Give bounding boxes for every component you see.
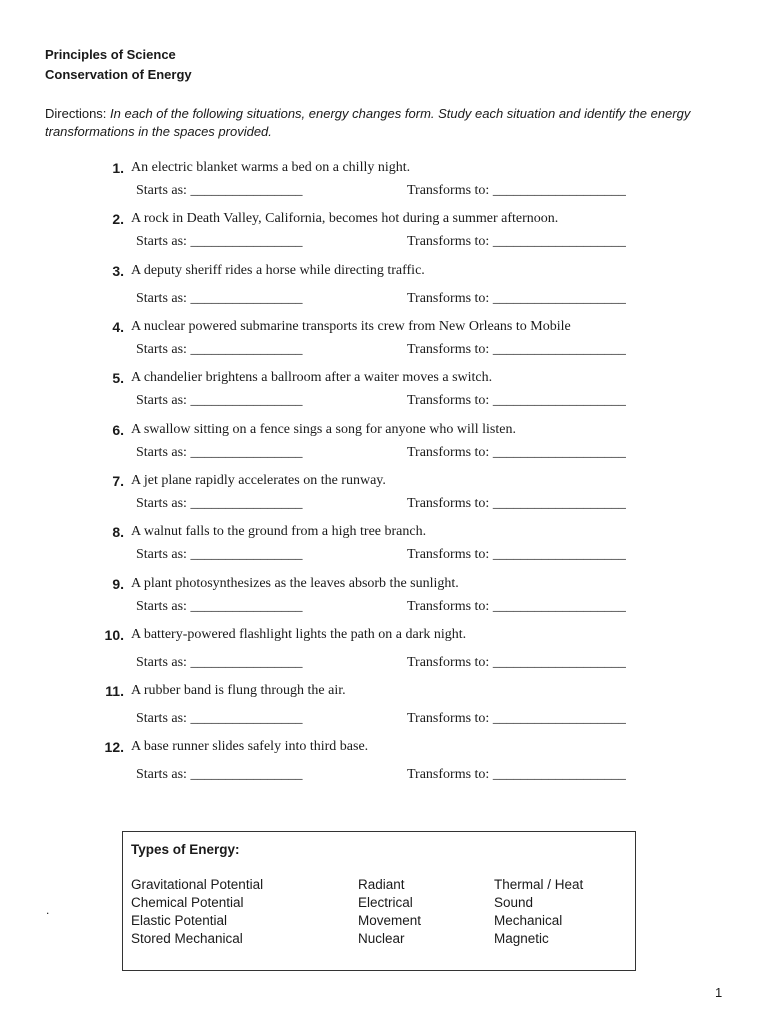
question-text: A swallow sitting on a fence sings a song for anyone who will listen. (131, 422, 516, 437)
starts-as-field[interactable]: Starts as: ________________ (136, 655, 303, 670)
question-number: 10. (104, 627, 124, 643)
energy-type: Chemical Potential (131, 895, 244, 910)
question-text: A jet plane rapidly accelerates on the runway. (131, 473, 386, 488)
transforms-to-field[interactable]: Transforms to: ___________________ (407, 496, 626, 511)
directions (45, 105, 725, 141)
energy-type: Movement (358, 913, 422, 928)
transforms-to-field[interactable]: Transforms to: ___________________ (407, 183, 626, 198)
energy-column-2 (358, 876, 421, 948)
question-number: 3. (112, 263, 124, 279)
energy-type: Sound (494, 895, 534, 910)
energy-type: Magnetic (494, 931, 549, 946)
directions-text: In each of the following situations, energy changes form. Study each situation and identify the energy transformations in the spaces provided. (45, 106, 691, 139)
energy-type: Electrical (358, 895, 413, 910)
question-number: 12. (104, 739, 124, 755)
question-text: A base runner slides safely into third base. (131, 739, 369, 754)
energy-column-1 (131, 876, 263, 948)
question-number: 6. (112, 422, 124, 438)
starts-as-field[interactable]: Starts as: ________________ (136, 445, 303, 460)
starts-as-field[interactable]: Starts as: ________________ (136, 342, 303, 357)
energy-type: Mechanical (494, 913, 563, 928)
question-text: A battery-powered flashlight lights the path on a dark night. (131, 627, 467, 642)
starts-as-field[interactable]: Starts as: ________________ (136, 291, 303, 306)
question-number: 8. (112, 524, 124, 540)
starts-as-field[interactable]: Starts as: ________________ (136, 183, 303, 198)
transforms-to-field[interactable]: Transforms to: ___________________ (407, 234, 626, 249)
energy-type: Elastic Potential (131, 913, 228, 928)
question-number: 5. (112, 370, 124, 386)
starts-as-field[interactable]: Starts as: ________________ (136, 547, 303, 562)
question-text: A chandelier brightens a ballroom after a waiter moves a switch. (131, 370, 493, 385)
course-title: Principles of Science (45, 47, 176, 62)
starts-as-field[interactable]: Starts as: ________________ (136, 234, 303, 249)
starts-as-field[interactable]: Starts as: ________________ (136, 767, 303, 782)
transforms-to-field[interactable]: Transforms to: ___________________ (407, 342, 626, 357)
transforms-to-field[interactable]: Transforms to: ___________________ (407, 393, 626, 408)
question-text: An electric blanket warms a bed on a chilly night. (131, 160, 411, 175)
starts-as-field[interactable]: Starts as: ________________ (136, 711, 303, 726)
question-text: A rubber band is flung through the air. (131, 683, 346, 698)
question-number: 4. (112, 319, 124, 335)
transforms-to-field[interactable]: Transforms to: ___________________ (407, 655, 626, 670)
page-number: 1 (715, 985, 723, 1000)
question-number: 9. (112, 576, 124, 592)
energy-types-title: Types of Energy: (131, 842, 240, 857)
energy-type: Nuclear (358, 931, 405, 946)
starts-as-field[interactable]: Starts as: ________________ (136, 496, 303, 511)
question-text: A plant photosynthesizes as the leaves absorb the sunlight. (131, 576, 459, 591)
question-number: 1. (112, 160, 124, 176)
energy-type: Radiant (358, 877, 405, 892)
question-number: 7. (112, 473, 124, 489)
stray-mark: . (46, 903, 50, 917)
question-number: 2. (112, 211, 124, 227)
transforms-to-field[interactable]: Transforms to: ___________________ (407, 711, 626, 726)
energy-column-3 (494, 876, 583, 948)
transforms-to-field[interactable]: Transforms to: ___________________ (407, 445, 626, 460)
directions-label: Directions: (45, 106, 107, 121)
energy-types-box (122, 831, 636, 971)
energy-type: Thermal / Heat (494, 877, 584, 892)
starts-as-field[interactable]: Starts as: ________________ (136, 393, 303, 408)
transforms-to-field[interactable]: Transforms to: ___________________ (407, 547, 626, 562)
question-text: A nuclear powered submarine transports its crew from New Orleans to Mobile (131, 319, 571, 334)
question-text: A rock in Death Valley, California, becomes hot during a summer afternoon. (131, 211, 559, 226)
starts-as-field[interactable]: Starts as: ________________ (136, 599, 303, 614)
energy-type: Stored Mechanical (131, 931, 243, 946)
question-text: A deputy sheriff rides a horse while directing traffic. (131, 263, 425, 278)
transforms-to-field[interactable]: Transforms to: ___________________ (407, 291, 626, 306)
transforms-to-field[interactable]: Transforms to: ___________________ (407, 599, 626, 614)
question-number: 11. (105, 683, 124, 699)
topic-title: Conservation of Energy (45, 67, 192, 82)
question-text: A walnut falls to the ground from a high tree branch. (131, 524, 427, 539)
transforms-to-field[interactable]: Transforms to: ___________________ (407, 767, 626, 782)
energy-type: Gravitational Potential (131, 877, 264, 892)
